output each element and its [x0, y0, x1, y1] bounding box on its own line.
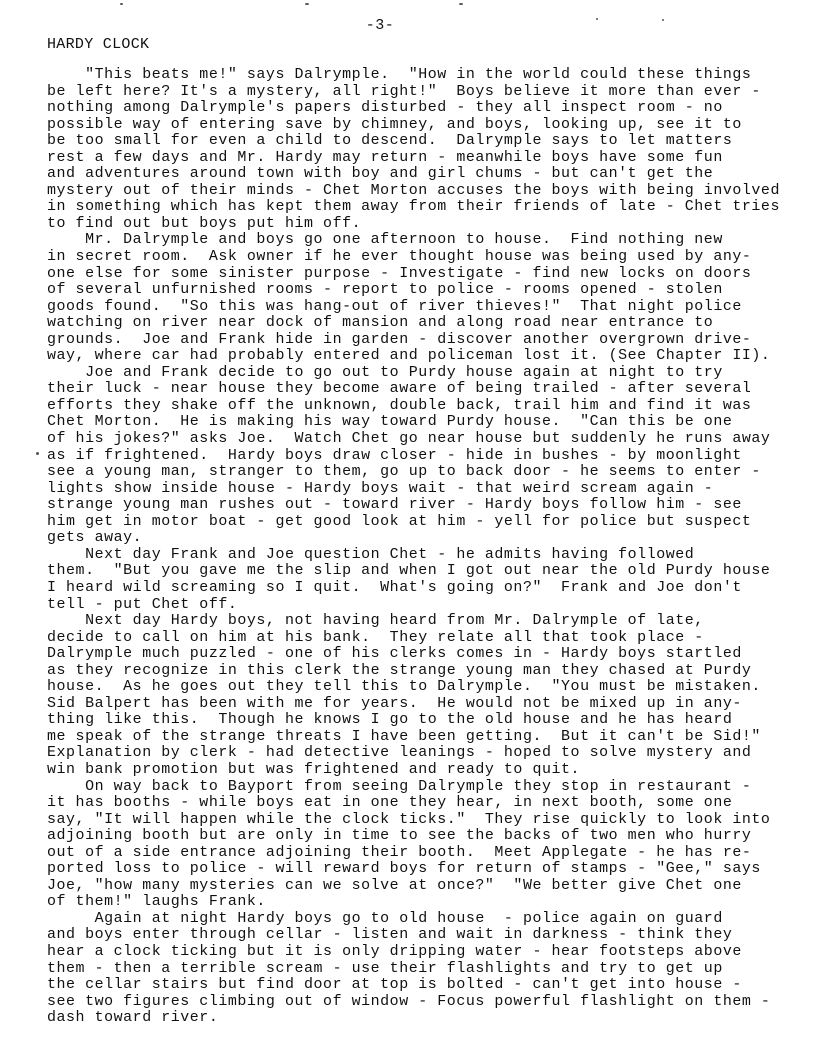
text-line: I heard wild screaming so I quit. What's going on?" Frank and Joe don't [47, 577, 742, 596]
text-line: and boys enter through cellar - listen and wait in darkness - think they [47, 925, 733, 944]
text-line: of them!" laughs Frank. [47, 892, 266, 911]
text-line: Dalrymple much puzzled - one of his clerks comes in - Hardy boys startled [47, 644, 742, 663]
text-line: possible way of entering save by chimney, and boys, looking up, see it to [47, 114, 742, 133]
document-header: HARDY CLOCK [47, 36, 150, 53]
text-line: Mr. Dalrymple and boys go one afternoon to house. Find nothing new [47, 230, 723, 249]
text-line: and adventures around town with boy and girl chums - but can't get the [47, 164, 714, 183]
text-line: in secret room. Ask owner if he ever thought house was being used by any- [47, 247, 752, 266]
text-line: Next day Hardy boys, not having heard from Mr. Dalrymple of late, [47, 611, 704, 630]
text-line: way, where car had probably entered and policeman lost it. (See Chapter II). [47, 346, 771, 365]
text-line: see a young man, stranger to them, go up to back door - he seems to enter - [47, 462, 761, 481]
text-line: On way back to Bayport from seeing Dalrymple they stop in restaurant - [47, 776, 752, 795]
text-line: out of a side entrance adjoining their booth. Meet Applegate - he has re- [47, 842, 752, 861]
text-line: it has booths - while boys eat in one they hear, in next booth, some one [47, 793, 733, 812]
text-line: Joe and Frank decide to go out to Purdy house again at night to try [47, 362, 723, 381]
text-line: goods found. "So this was hang-out of river thieves!" That night police [47, 296, 742, 315]
text-line: efforts they shake off the unknown, double back, trail him and find it was [47, 395, 752, 414]
text-line: their luck - near house they become aware of being trailed - after several [47, 379, 752, 398]
page-number: -3- [365, 17, 395, 34]
text-line: the cellar stairs but find door at top is bolted - can't get into house - [47, 975, 742, 994]
text-line: hear a clock ticking but it is only dripping water - hear footsteps above [47, 941, 742, 960]
text-line: in something which has kept them away from their friends of late - Chet tries [47, 197, 780, 216]
body-text [47, 66, 810, 1026]
text-line: grounds. Joe and Frank hide in garden - discover another overgrown drive- [47, 329, 752, 348]
text-line: "This beats me!" says Dalrymple. "How in the world could these things [47, 65, 752, 83]
text-line: one else for some sinister purpose - Investigate - find new locks on doors [47, 263, 752, 282]
text-line: of several unfurnished rooms - report to police - rooms opened - stolen [47, 280, 723, 299]
text-line: him get in motor boat - get good look at him - yell for police but suspect [47, 511, 752, 530]
text-line: rest a few days and Mr. Hardy may return - meanwhile boys have some fun [47, 147, 723, 166]
text-line: mystery out of their minds - Chet Morton accuses the boys with being involved [47, 180, 780, 199]
text-line: of his jokes?" asks Joe. Watch Chet go near house but suddenly he runs away [47, 429, 771, 448]
text-line: Sid Balpert has been with me for years. He would not be mixed up in any- [47, 693, 742, 712]
text-line: dash toward river. [47, 1008, 219, 1027]
text-line: thing like this. Though he knows I go to the old house and he has heard [47, 710, 733, 729]
text-line: be too small for even a child to descend. Dalrymple says to let matters [47, 131, 733, 150]
text-line: Explanation by clerk - had detective leanings - hoped to solve mystery and [47, 743, 752, 762]
text-line: adjoining booth but are only in time to see the backs of two men who hurry [47, 826, 752, 845]
text-line: Joe, "how many mysteries can we solve at once?" "We better give Chet one [47, 875, 742, 894]
text-line: see two figures climbing out of window - Focus powerful flashlight on them - [47, 991, 771, 1010]
text-line: Again at night Hardy boys go to old house - police again on guard [47, 908, 723, 927]
text-line: decide to call on him at his bank. They relate all that took place - [47, 627, 704, 646]
text-line: to find out but boys put him off. [47, 213, 362, 232]
text-line: strange young man rushes out - toward river - Hardy boys follow him - see [47, 495, 742, 514]
text-line: nothing among Dalrymple's papers disturbed - they all inspect room - no [47, 98, 723, 117]
text-line: gets away. [47, 528, 143, 547]
text-line: be left here? It's a mystery, all right!" Boys believe it more than ever - [47, 81, 761, 100]
text-line: house. As he goes out they tell this to Dalrymple. "You must be mistaken. [47, 677, 761, 696]
text-line: say, "It will happen while the clock ticks." They rise quickly to look into [47, 809, 771, 828]
text-line: lights show inside house - Hardy boys wait - that weird scream again - [47, 478, 714, 497]
text-line: as if frightened. Hardy boys draw closer - hide in bushes - by moonlight [47, 445, 742, 464]
text-line: Chet Morton. He is making his way toward Purdy house. "Can this be one [47, 412, 733, 431]
text-line: ported loss to police - will reward boys for return of stamps - "Gee," says [47, 859, 761, 878]
text-line: as they recognize in this clerk the strange young man they chased at Purdy [47, 660, 752, 679]
text-line: them. "But you gave me the slip and when I got out near the old Purdy house [47, 561, 771, 580]
text-line: Next day Frank and Joe question Chet - he admits having followed [47, 544, 695, 563]
text-line: watching on river near dock of mansion and along road near entrance to [47, 313, 714, 332]
text-line: them - then a terrible scream - use their flashlights and try to get up [47, 958, 723, 977]
text-line: me speak of the strange threats I have been getting. But it can't be Sid!" [47, 726, 761, 745]
text-line: win bank promotion but was frightened and ready to quit. [47, 759, 581, 778]
text-line: tell - put Chet off. [47, 594, 238, 613]
